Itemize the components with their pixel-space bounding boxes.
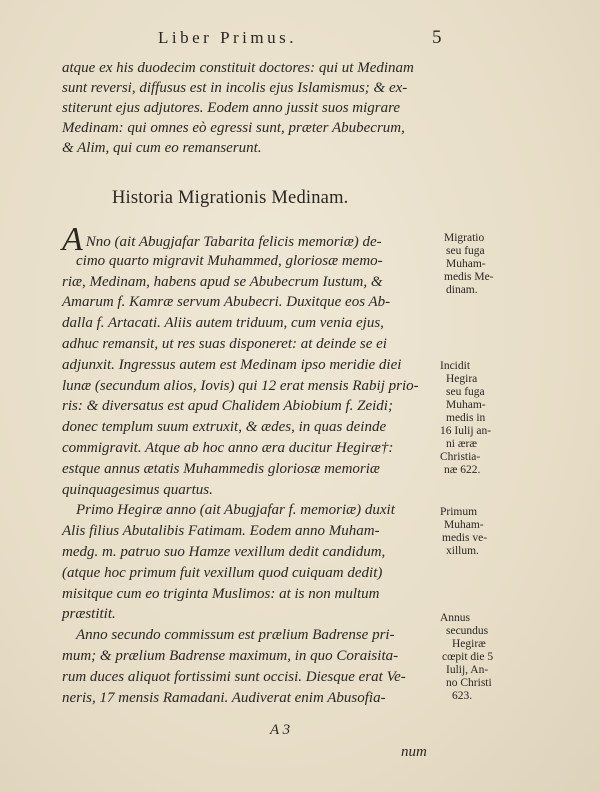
- text-line: sunt reversi, diffusus est in incolis ejus Islamismus; & ex-: [62, 80, 408, 96]
- margin-note-line: Annus: [440, 612, 471, 624]
- text-line: (atque hoc primum fuit vexillum quod cuiquam dedit): [62, 564, 383, 581]
- text-line: misitque cum eo triginta Muslimos: at is non multum: [62, 585, 380, 602]
- text-line: cimo quarto migravit Muhammed, gloriosæ memo-: [76, 252, 383, 269]
- margin-note-line: Muham-: [446, 399, 486, 411]
- text-line: stiterunt ejus adjutores. Eodem anno jussit suos migrare: [62, 100, 401, 116]
- text-line: neris, 17 mensis Ramadani. Audiverat enim Abusofia-: [62, 689, 386, 706]
- margin-note-line: Hegiræ: [452, 638, 486, 650]
- text-line: & Alim, qui cum eo remanserunt.: [62, 140, 262, 156]
- margin-note-line: medis Me-: [444, 271, 494, 283]
- margin-note-line: no Christi: [446, 677, 492, 689]
- text-line: quinquagesimus quartus.: [62, 481, 213, 498]
- text-line: ris: & diversatus est apud Chalidem Abiobium f. Zeidi;: [62, 398, 393, 415]
- margin-note-line: næ 622.: [444, 464, 481, 476]
- text-line: Amarum f. Kamræ servum Abubecri. Duxitque eos Ab-: [62, 294, 391, 311]
- text-line: estque annus ætatis Muhammedis gloriosæ memoriæ: [62, 460, 380, 477]
- margin-note-line: seu fuga: [446, 245, 485, 257]
- text-line: adhuc remansit, ut res suas disponeret: at deinde se ei: [62, 336, 387, 352]
- catchword: num: [401, 744, 427, 760]
- margin-note-line: Muham-: [446, 258, 486, 270]
- text-line: medg. m. patruo suo Hamze vexillum dedit candidum,: [62, 544, 386, 560]
- margin-note-line: dinam.: [446, 284, 478, 296]
- text-line: dalla f. Artacati. Aliis autem triduum, cum venia ejus,: [62, 315, 384, 332]
- text-line: mum; & prælium Badrense maximum, in quo Coraisita-: [62, 648, 399, 664]
- margin-note-line: 623.: [452, 690, 473, 702]
- margin-note-line: Christia-: [440, 451, 481, 463]
- text-line: riæ, Medinam, habens apud se Abubecrum Iustum, &: [62, 273, 383, 290]
- text-line: donec templum suum extruxit, & ædes, in quas deinde: [62, 419, 387, 436]
- first-line: [62, 221, 382, 258]
- text-line: adjunxit. Ingressus autem est Medinam ipso meridie diei: [62, 356, 402, 373]
- margin-note-line: medis ve-: [442, 532, 488, 544]
- text-line: rum duces aliquot fortissimi sunt occisi. Diesque erat Ve-: [62, 668, 406, 685]
- margin-note-line: Incidit: [440, 360, 471, 372]
- margin-note-line: cœpit die 5: [442, 651, 494, 663]
- text-line: atque ex his duodecim constituit doctores: qui ut Medinam: [62, 60, 414, 76]
- text-line: præstitit.: [62, 606, 116, 623]
- text-line: commigravit. Atque ab hoc anno æra ducitur Hegiræ†:: [62, 440, 394, 456]
- margin-note-line: Migratio: [444, 232, 485, 244]
- margin-note-line: Primum: [440, 506, 478, 518]
- running-head-title: Liber Primus.: [158, 28, 297, 47]
- margin-note-line: seu fuga: [446, 386, 485, 398]
- drop-cap: A: [62, 221, 83, 258]
- margin-note-line: 16 Iulij an-: [440, 425, 492, 437]
- text-line: Primo Hegiræ anno (ait Abugjafar f. memoriæ) duxit: [76, 502, 395, 519]
- margin-note-line: Muham-: [444, 519, 484, 531]
- page-number: 5: [432, 27, 442, 48]
- running-head: [0, 28, 600, 52]
- text-line: Alis filius Abutalibis Fatimam. Eodem anno Muham-: [62, 523, 380, 540]
- margin-note-line: secundus: [446, 625, 489, 637]
- text-line: Medinam: qui omnes eò egressi sunt, præter Abubecrum,: [62, 120, 405, 136]
- margin-note-line: ni æræ: [446, 438, 477, 450]
- signature-mark: A 3: [270, 722, 291, 738]
- section-heading: Historia Migrationis Medinam.: [112, 188, 349, 208]
- margin-note-line: Hegira: [446, 373, 478, 385]
- text-line: Anno secundo commissum est prælium Badrense pri-: [76, 627, 395, 644]
- margin-note-line: xillum.: [446, 545, 479, 557]
- margin-note-line: medis in: [446, 412, 486, 424]
- first-line-text: Nno (ait Abugjafar Tabarita felicis memoriæ) de-: [85, 234, 382, 250]
- margin-note-line: Iulij, An-: [446, 664, 489, 676]
- text-line: lunæ (secundum alios, Iovis) qui 12 erat mensis Rabij prio-: [62, 377, 419, 394]
